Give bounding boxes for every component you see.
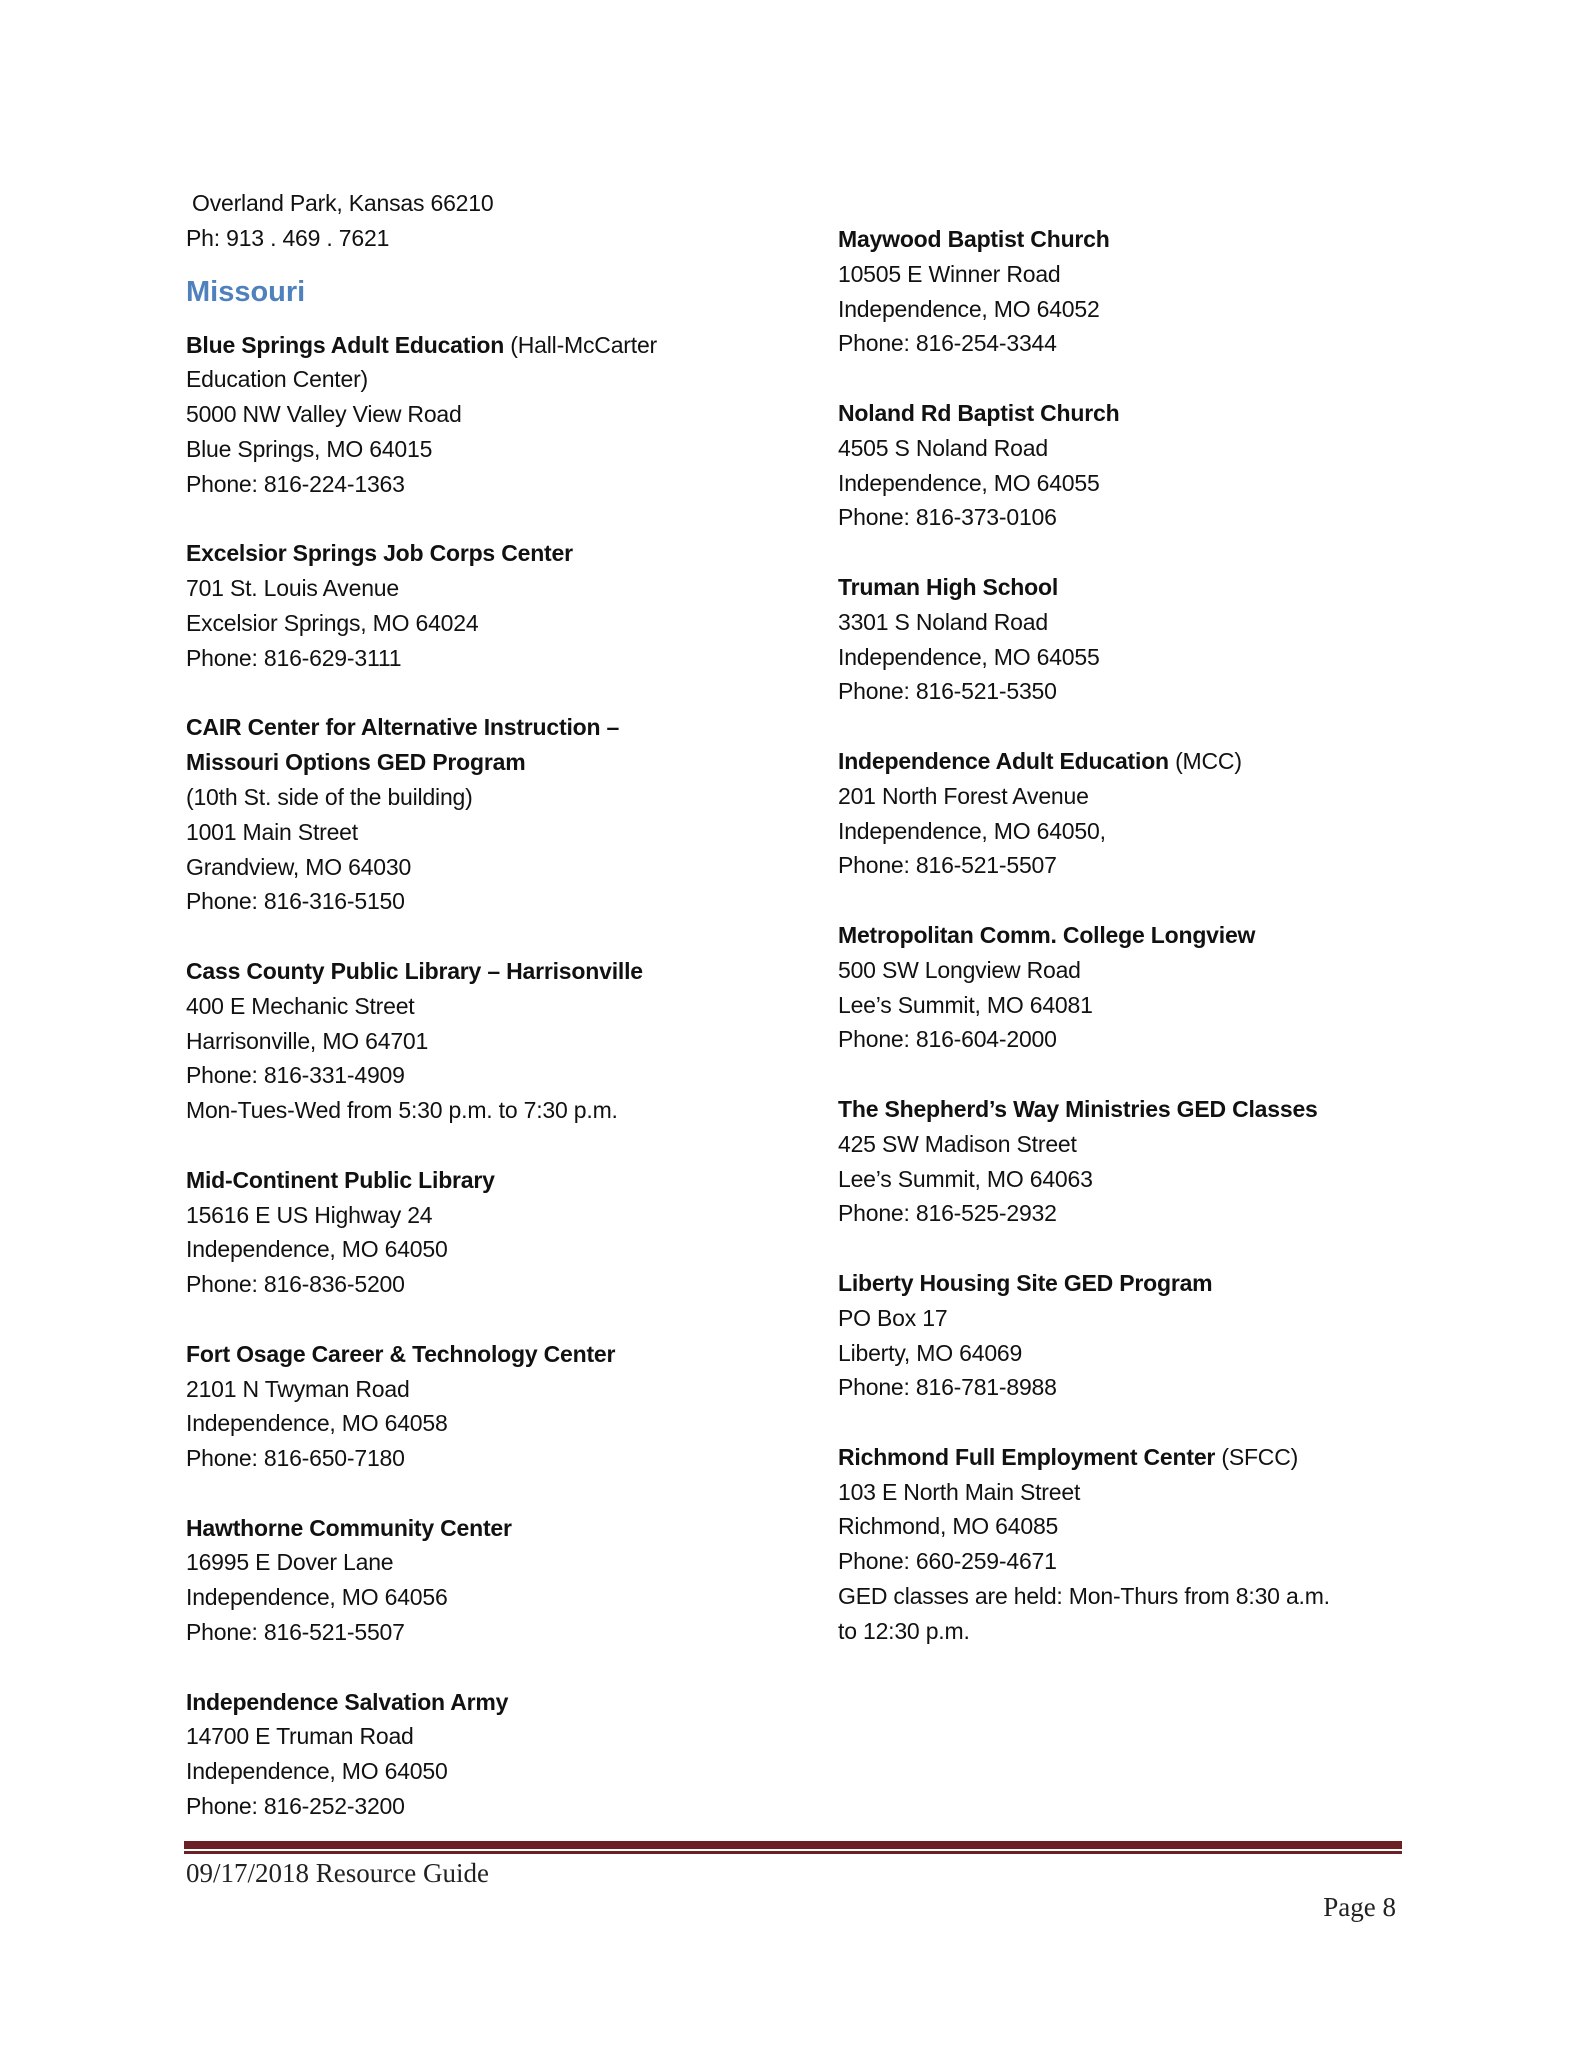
entry-line: Lee’s Summit, MO 64081 bbox=[838, 991, 1093, 1018]
entry-title-line bbox=[186, 1337, 826, 1372]
entry-line: (10th St. side of the building) bbox=[186, 783, 473, 810]
entry-line: 425 SW Madison Street bbox=[838, 1130, 1077, 1157]
intro-line: Overland Park, Kansas 66210 bbox=[192, 190, 494, 216]
entry-title-line bbox=[186, 1685, 826, 1720]
entry-title-line bbox=[186, 710, 826, 745]
entry-line: Blue Springs, MO 64015 bbox=[186, 435, 433, 462]
entry-line: PO Box 17 bbox=[838, 1304, 948, 1331]
entry-name: The Shepherd’s Way Ministries GED Classes bbox=[838, 1095, 1318, 1122]
entry-line: 701 St. Louis Avenue bbox=[186, 575, 399, 602]
left-column bbox=[186, 186, 826, 1824]
entry-name: Cass County Public Library – Harrisonville bbox=[186, 957, 643, 984]
footer-rule bbox=[184, 1841, 1402, 1849]
entry-line: Independence, MO 64055 bbox=[838, 643, 1100, 670]
directory-entry bbox=[838, 744, 1478, 918]
section-heading: Missouri bbox=[186, 275, 306, 308]
entry-title-line bbox=[838, 918, 1478, 953]
entry-spacer bbox=[186, 919, 826, 954]
entry-line: to 12:30 p.m. bbox=[838, 1617, 970, 1644]
directory-entry bbox=[186, 954, 826, 1163]
entry-line: Phone: 816-604-2000 bbox=[838, 1026, 1057, 1053]
entry-line: Phone: 816-836-5200 bbox=[186, 1271, 405, 1298]
entry-note: (MCC) bbox=[1168, 747, 1242, 774]
entry-line: Phone: 660-259-4671 bbox=[838, 1548, 1057, 1575]
directory-entry bbox=[838, 1092, 1478, 1266]
right-column bbox=[838, 222, 1478, 1649]
entry-title-line bbox=[186, 1163, 826, 1198]
entry-title-line bbox=[838, 1092, 1478, 1127]
entry-line: Phone: 816-525-2932 bbox=[838, 1200, 1057, 1227]
entry-spacer bbox=[838, 883, 1478, 918]
entry-line: Education Center) bbox=[186, 366, 368, 393]
directory-entry bbox=[186, 536, 826, 710]
entry-line: Phone: 816-373-0106 bbox=[838, 504, 1057, 531]
entry-line: Excelsior Springs, MO 64024 bbox=[186, 609, 479, 636]
entry-line: 15616 E US Highway 24 bbox=[186, 1201, 433, 1228]
entry-spacer bbox=[838, 1231, 1478, 1266]
entry-spacer bbox=[838, 709, 1478, 744]
directory-entry bbox=[838, 570, 1478, 744]
entry-line: Phone: 816-650-7180 bbox=[186, 1445, 405, 1472]
entry-line: 3301 S Noland Road bbox=[838, 608, 1048, 635]
entry-title-line bbox=[186, 1511, 826, 1546]
page-number: Page 8 bbox=[1323, 1892, 1396, 1922]
entry-name: Excelsior Springs Job Corps Center bbox=[186, 540, 573, 567]
entry-line: Lee’s Summit, MO 64063 bbox=[838, 1165, 1093, 1192]
directory-entry bbox=[186, 1337, 826, 1511]
entry-name: Independence Salvation Army bbox=[186, 1688, 509, 1715]
entry-line: Independence, MO 64050, bbox=[838, 817, 1106, 844]
entry-line: 4505 S Noland Road bbox=[838, 434, 1048, 461]
directory-entry bbox=[838, 1440, 1478, 1649]
entry-name: Metropolitan Comm. College Longview bbox=[838, 921, 1256, 948]
directory-entry bbox=[838, 396, 1478, 570]
entry-note: (Hall-McCarter bbox=[504, 331, 657, 358]
entry-line: 16995 E Dover Lane bbox=[186, 1549, 394, 1576]
entry-line: Phone: 816-331-4909 bbox=[186, 1062, 405, 1089]
entry-title-line bbox=[186, 536, 826, 571]
entry-title-line bbox=[838, 396, 1478, 431]
entry-line: Phone: 816-224-1363 bbox=[186, 470, 405, 497]
entry-name: Liberty Housing Site GED Program bbox=[838, 1269, 1213, 1296]
entry-title-line bbox=[838, 744, 1478, 779]
entry-line: Grandview, MO 64030 bbox=[186, 853, 412, 880]
entry-line: Independence, MO 64052 bbox=[838, 295, 1100, 322]
entry-line: Independence, MO 64050 bbox=[186, 1758, 448, 1785]
entry-line: Phone: 816-781-8988 bbox=[838, 1374, 1057, 1401]
entry-line: Phone: 816-629-3111 bbox=[186, 644, 402, 671]
entry-line: Phone: 816-521-5507 bbox=[186, 1619, 405, 1646]
directory-entry bbox=[838, 918, 1478, 1092]
entry-name: Independence Adult Education bbox=[838, 747, 1169, 774]
entry-name-continued: Missouri Options GED Program bbox=[186, 749, 526, 776]
entry-line: 14700 E Truman Road bbox=[186, 1723, 414, 1750]
entry-title-line bbox=[838, 222, 1478, 257]
entry-line: 500 SW Longview Road bbox=[838, 956, 1081, 983]
entry-line: Independence, MO 64056 bbox=[186, 1584, 448, 1611]
entry-name: Fort Osage Career & Technology Center bbox=[186, 1340, 616, 1367]
entry-title-line bbox=[186, 328, 826, 363]
entry-spacer bbox=[838, 1057, 1478, 1092]
entry-line: Liberty, MO 64069 bbox=[838, 1339, 1023, 1366]
entry-spacer bbox=[186, 1476, 826, 1511]
directory-entry bbox=[186, 1685, 826, 1824]
entry-line: Phone: 816-252-3200 bbox=[186, 1793, 405, 1820]
entry-line: GED classes are held: Mon-Thurs from 8:30 a.m. bbox=[838, 1583, 1330, 1610]
footer-title: 09/17/2018 Resource Guide bbox=[186, 1858, 489, 1888]
entry-spacer bbox=[838, 1405, 1478, 1440]
entry-line: Independence, MO 64050 bbox=[186, 1236, 448, 1263]
entry-list bbox=[186, 328, 826, 1824]
entry-line: 10505 E Winner Road bbox=[838, 260, 1061, 287]
footer-rule-thin bbox=[184, 1851, 1402, 1854]
entry-line: 201 North Forest Avenue bbox=[838, 782, 1089, 809]
entry-name: Maywood Baptist Church bbox=[838, 226, 1110, 252]
entry-line: 5000 NW Valley View Road bbox=[186, 401, 462, 428]
entry-line: Phone: 816-316-5150 bbox=[186, 888, 405, 915]
entry-line: 103 E North Main Street bbox=[838, 1478, 1081, 1505]
entry-spacer bbox=[186, 1128, 826, 1163]
entry-spacer bbox=[186, 1650, 826, 1685]
entry-spacer bbox=[186, 676, 826, 711]
entry-title-line bbox=[838, 570, 1478, 605]
directory-entry bbox=[186, 1163, 826, 1337]
entry-line: Phone: 816-254-3344 bbox=[838, 330, 1057, 357]
entry-spacer bbox=[186, 502, 826, 537]
entry-name: CAIR Center for Alternative Instruction – bbox=[186, 714, 620, 741]
intro-line: Ph: 913 . 469 . 7621 bbox=[186, 224, 390, 251]
entry-name: Mid-Continent Public Library bbox=[186, 1166, 495, 1193]
entry-title-line bbox=[838, 1440, 1478, 1475]
entry-title-line bbox=[838, 1266, 1478, 1301]
entry-line: Richmond, MO 64085 bbox=[838, 1513, 1059, 1540]
entry-name: Noland Rd Baptist Church bbox=[838, 399, 1120, 426]
entry-line: Phone: 816-521-5350 bbox=[838, 678, 1057, 705]
directory-entry bbox=[186, 710, 826, 954]
entry-name: Truman High School bbox=[838, 573, 1059, 600]
entry-spacer bbox=[186, 1302, 826, 1337]
directory-entry bbox=[838, 222, 1478, 396]
entry-name: Blue Springs Adult Education bbox=[186, 331, 505, 358]
directory-entry bbox=[186, 328, 826, 537]
entry-list bbox=[838, 222, 1478, 1649]
entry-line: 1001 Main Street bbox=[186, 818, 358, 845]
entry-line: Harrisonville, MO 64701 bbox=[186, 1027, 429, 1054]
entry-line: 2101 N Twyman Road bbox=[186, 1375, 410, 1402]
entry-spacer bbox=[838, 535, 1478, 570]
entry-name: Hawthorne Community Center bbox=[186, 1514, 512, 1541]
entry-line: Phone: 816-521-5507 bbox=[838, 852, 1057, 879]
entry-line: 400 E Mechanic Street bbox=[186, 992, 415, 1019]
directory-entry bbox=[838, 1266, 1478, 1440]
entry-line: Independence, MO 64058 bbox=[186, 1410, 448, 1437]
entry-spacer bbox=[838, 361, 1478, 396]
entry-line: Mon-Tues-Wed from 5:30 p.m. to 7:30 p.m. bbox=[186, 1097, 618, 1124]
entry-title-line bbox=[186, 954, 826, 989]
entry-line: Independence, MO 64055 bbox=[838, 469, 1100, 496]
entry-note: (SFCC) bbox=[1215, 1443, 1299, 1470]
directory-entry bbox=[186, 1511, 826, 1685]
entry-name: Richmond Full Employment Center bbox=[838, 1443, 1216, 1470]
